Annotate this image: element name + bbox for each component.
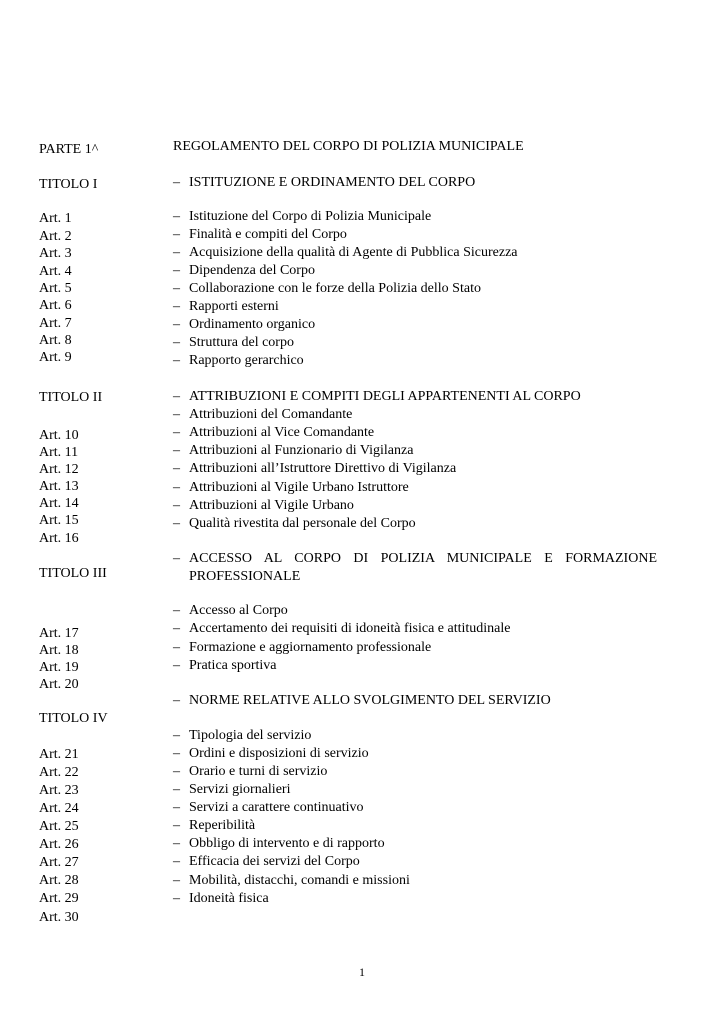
article-label: Art. 25	[39, 819, 79, 834]
toc-entry	[173, 316, 657, 334]
article-label: Art. 30	[39, 910, 79, 925]
toc-entry	[173, 639, 657, 657]
dash-mark: –	[173, 658, 180, 673]
toc-entry-text: Accertamento dei requisiti di idoneità fisica e attitudinale	[189, 621, 511, 636]
article-label: Art. 10	[39, 428, 79, 443]
section-heading	[173, 174, 657, 192]
toc-entry	[173, 460, 657, 478]
dash-mark: –	[173, 227, 180, 242]
toc-entry	[173, 262, 657, 280]
article-label: Art. 7	[39, 316, 72, 331]
article-label: Art. 29	[39, 891, 79, 906]
article-label: Art. 11	[39, 445, 79, 460]
toc-entry	[173, 745, 657, 763]
toc-entry	[173, 298, 657, 316]
toc-entry	[173, 226, 657, 244]
dash-mark: –	[173, 640, 180, 655]
dash-mark: –	[173, 498, 180, 513]
toc-entry-text: Pratica sportiva	[189, 658, 277, 673]
toc-entry-text: Attribuzioni al Vice Comandante	[189, 425, 375, 440]
article-label: Art. 24	[39, 801, 79, 816]
article-label: Art. 21	[39, 747, 79, 762]
dash-mark: –	[173, 836, 180, 851]
toc-entry	[173, 352, 657, 370]
dash-mark: –	[173, 317, 180, 332]
article-label: Art. 15	[39, 513, 79, 528]
article-label: Art. 6	[39, 298, 72, 313]
toc-entry	[173, 280, 657, 298]
toc-entry-text: Formazione e aggiornamento professionale	[189, 640, 432, 655]
dash-mark: –	[173, 480, 180, 495]
toc-entry-text: Accesso al Corpo	[189, 603, 288, 618]
toc-entry	[173, 497, 657, 515]
toc-entry	[173, 817, 657, 835]
toc-entry	[173, 208, 657, 226]
toc-entry-text: Ordini e disposizioni di servizio	[189, 746, 369, 761]
dash-mark: –	[173, 263, 180, 278]
page-number: 1	[359, 965, 365, 979]
dash-mark: –	[173, 603, 180, 618]
article-label: Art. 4	[39, 264, 72, 279]
toc-entry-text: Servizi a carattere continuativo	[189, 800, 364, 815]
toc-entry-text: Idoneità fisica	[189, 891, 269, 906]
dash-mark: –	[173, 461, 180, 476]
titolo-label: TITOLO IV	[39, 711, 108, 726]
toc-entry-text: Attribuzioni al Vigile Urbano Istruttore	[189, 480, 409, 495]
dash-mark: –	[173, 175, 180, 190]
toc-entry-text: Struttura del corpo	[189, 335, 294, 350]
article-label: Art. 16	[39, 531, 79, 546]
article-label: Art. 18	[39, 643, 79, 658]
toc-entry-text: Dipendenza del Corpo	[189, 263, 315, 278]
article-label: Art. 2	[39, 229, 72, 244]
toc-entry	[173, 890, 657, 908]
article-label: Art. 20	[39, 677, 79, 692]
toc-entry	[173, 799, 657, 817]
toc-entry-text: Tipologia del servizio	[189, 728, 312, 743]
article-label: Art. 27	[39, 855, 79, 870]
toc-entry-text: Mobilità, distacchi, comandi e missioni	[189, 873, 410, 888]
article-label: Art. 17	[39, 626, 79, 641]
dash-mark: –	[173, 407, 180, 422]
article-label: Art. 3	[39, 246, 72, 261]
article-label: Art. 13	[39, 479, 79, 494]
dash-mark: –	[173, 281, 180, 296]
section-heading-text: ATTRIBUZIONI E COMPITI DEGLI APPARTENENTI AL CORPO	[189, 389, 581, 404]
dash-mark: –	[173, 389, 180, 404]
document-title: REGOLAMENTO DEL CORPO DI POLIZIA MUNICIPALE	[173, 139, 524, 154]
article-label: Art. 22	[39, 765, 79, 780]
section-heading	[173, 388, 657, 406]
toc-entry	[173, 872, 657, 890]
dash-mark: –	[173, 245, 180, 260]
dash-mark: –	[173, 746, 180, 761]
toc-entry	[173, 442, 657, 460]
article-label: Art. 8	[39, 333, 72, 348]
toc-entry	[173, 727, 657, 745]
article-label: Art. 1	[39, 211, 72, 226]
dash-mark: –	[173, 854, 180, 869]
dash-mark: –	[173, 621, 180, 636]
toc-entry	[173, 657, 657, 675]
toc-entry-text: Rapporto gerarchico	[189, 353, 304, 368]
dash-mark: –	[173, 764, 180, 779]
dash-mark: –	[173, 335, 180, 350]
dash-mark: –	[173, 551, 180, 566]
toc-entry-text: Rapporti esterni	[189, 299, 279, 314]
toc-entry-text: Acquisizione della qualità di Agente di Pubblica Sicurezza	[189, 245, 518, 260]
section-heading	[173, 692, 657, 710]
toc-entry-text: Attribuzioni all’Istruttore Direttivo di Vigilanza	[189, 461, 457, 476]
article-label: Art. 9	[39, 350, 72, 365]
toc-entry-text: Efficacia dei servizi del Corpo	[189, 854, 360, 869]
toc-entry-text: Obbligo di intervento e di rapporto	[189, 836, 385, 851]
section-heading-text: NORME RELATIVE ALLO SVOLGIMENTO DEL SERVIZIO	[189, 693, 551, 708]
toc-entry	[173, 244, 657, 262]
dash-mark: –	[173, 891, 180, 906]
dash-mark: –	[173, 818, 180, 833]
dash-mark: –	[173, 693, 180, 708]
toc-entry-text: Attribuzioni del Comandante	[189, 407, 353, 422]
toc-entry-text: Servizi giornalieri	[189, 782, 291, 797]
toc-entry-text: Orario e turni di servizio	[189, 764, 328, 779]
titolo-label: TITOLO I	[39, 177, 98, 192]
toc-entry	[173, 602, 657, 620]
toc-entry	[173, 406, 657, 424]
section-heading	[173, 550, 657, 586]
dash-mark: –	[173, 425, 180, 440]
titolo-label: TITOLO III	[39, 566, 107, 581]
toc-entry	[173, 479, 657, 497]
toc-entry-text: Attribuzioni al Funzionario di Vigilanza	[189, 443, 414, 458]
dash-mark: –	[173, 516, 180, 531]
toc-entry	[173, 781, 657, 799]
toc-entry	[173, 620, 657, 638]
article-label: Art. 14	[39, 496, 79, 511]
section-heading-text: ISTITUZIONE E ORDINAMENTO DEL CORPO	[189, 175, 476, 190]
toc-entry-text: Collaborazione con le forze della Polizia dello Stato	[189, 281, 481, 296]
dash-mark: –	[173, 299, 180, 314]
toc-entry-text: Istituzione del Corpo di Polizia Municipale	[189, 209, 432, 224]
article-label: Art. 26	[39, 837, 79, 852]
section-heading-text: ACCESSO AL CORPO DI POLIZIA MUNICIPALE E FORMAZIONE PROFESSIONALE	[189, 551, 657, 584]
article-label: Art. 19	[39, 660, 79, 675]
toc-entry-text: Finalità e compiti del Corpo	[189, 227, 347, 242]
toc-entry	[173, 515, 657, 533]
toc-entry	[173, 853, 657, 871]
toc-entry-text: Reperibilità	[189, 818, 256, 833]
article-label: Art. 5	[39, 281, 72, 296]
dash-mark: –	[173, 728, 180, 743]
toc-entry-text: Qualità rivestita dal personale del Corpo	[189, 516, 416, 531]
toc-entry-text: Attribuzioni al Vigile Urbano	[189, 498, 354, 513]
dash-mark: –	[173, 800, 180, 815]
toc-entry	[173, 424, 657, 442]
titolo-label: TITOLO II	[39, 390, 103, 405]
article-label: Art. 23	[39, 783, 79, 798]
dash-mark: –	[173, 443, 180, 458]
dash-mark: –	[173, 782, 180, 797]
toc-entry	[173, 334, 657, 352]
toc-entry-text: Ordinamento organico	[189, 317, 316, 332]
parte-label: PARTE 1^	[39, 142, 99, 157]
article-label: Art. 28	[39, 873, 79, 888]
toc-entry	[173, 763, 657, 781]
dash-mark: –	[173, 209, 180, 224]
dash-mark: –	[173, 873, 180, 888]
article-label: Art. 12	[39, 462, 79, 477]
toc-entry	[173, 835, 657, 853]
dash-mark: –	[173, 353, 180, 368]
